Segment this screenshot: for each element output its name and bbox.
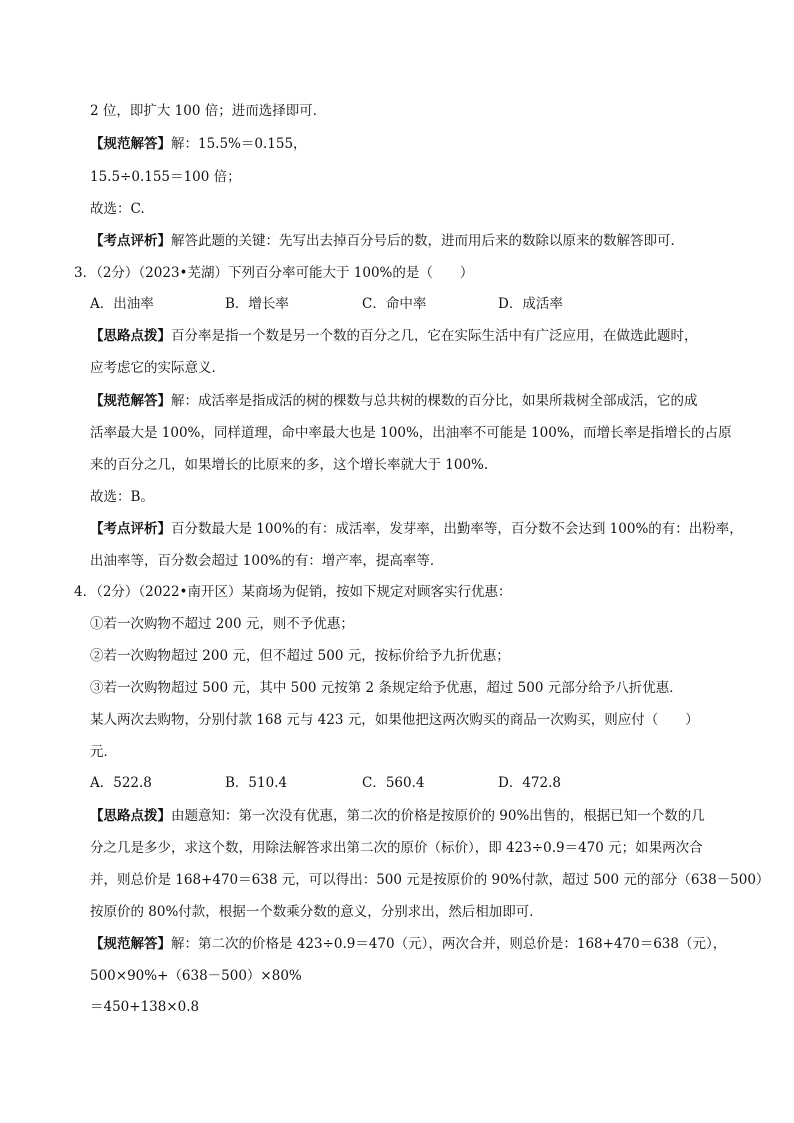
text-line: ＝450+138×0.8: [90, 999, 200, 1015]
section-tag: 【规范解答】: [90, 936, 171, 952]
text-line: 来的百分之几，如果增长的比原来的多，这个增长率就大于 100%.: [90, 457, 489, 473]
text-line: 【规范解答】解：第二次的价格是 423÷0.9＝470（元），两次合并，则总价是：168+470＝638（元），: [90, 936, 727, 952]
question-3-stem: 3．（2分）（2023•芜湖）下列百分率可能大于 100%的是（ ）: [74, 265, 474, 281]
option-a: A．出油率: [90, 296, 154, 312]
section-tag: 【思路点拨】: [90, 328, 171, 344]
text-line: 【思路点拨】百分率是指一个数是另一个数的百分之几，它在实际生活中有广泛应用，在做选此题时，: [90, 328, 698, 344]
text-line: ②若一次购物超过 200 元，但不超过 500 元，按标价给予九折优惠；: [90, 648, 510, 664]
section-tag: 【规范解答】: [90, 393, 171, 409]
text-line: 15.5÷0.155＝100 倍；: [90, 169, 241, 185]
section-tag: 【规范解答】: [90, 136, 171, 152]
text-line: 应考虑它的实际意义．: [90, 360, 225, 376]
text-line: 故选：B。: [90, 489, 154, 505]
text-line: ①若一次购物不超过 200 元，则不予优惠；: [90, 616, 354, 632]
text-line: 按原价的 80%付款，根据一个数乘分数的意义，分别求出，然后相加即可．: [90, 904, 543, 920]
text-line: ③若一次购物超过 500 元，其中 500 元按第 2 条规定给予优惠，超过 500 元部分给予八折优惠．: [90, 680, 683, 696]
text-line: 故选：C.: [90, 201, 145, 217]
option-c: C．560.4: [362, 775, 425, 791]
text-line: 500×90%+（638－500）×80%: [90, 968, 302, 984]
text-line: 2 位，即扩大 100 倍；进而选择即可．: [90, 103, 327, 119]
option-b: B．增长率: [225, 296, 289, 312]
text-line: 【规范解答】解：成活率是指成活的树的棵数与总共树的棵数的百分比，如果所栽树全部成活，它的成: [90, 393, 698, 409]
option-d: D．472.8: [498, 775, 561, 791]
text-line: 出油率等，百分数会超过 100%的有：增产率，提高率等．: [90, 553, 444, 569]
section-tag: 【思路点拨】: [90, 808, 171, 824]
text-line: 分之几是多少，求这个数，用除法解答求出第二次的原价（标价），即 423÷0.9＝470 元；如果两次合: [90, 840, 703, 856]
option-d: D．成活率: [498, 296, 563, 312]
text-line: 活率最大是 100%，同样道理，命中率最大也是 100%，出油率不可能是 100%，而增长率是指增长的占原: [90, 425, 732, 441]
text-line: 某人两次去购物，分别付款 168 元与 423 元，如果他把这两次购买的商品一次购买，则应付（ ）: [90, 712, 699, 728]
section-tag: 【考点评析】: [90, 233, 171, 249]
question-4-stem: 4．（2分）（2022•南开区）某商场为促销，按如下规定对顾客实行优惠：: [74, 584, 512, 600]
text-line: 元．: [90, 744, 117, 760]
option-c: C．命中率: [362, 296, 427, 312]
text-line: 【规范解答】解：15.5%＝0.155，: [90, 136, 307, 152]
option-a: A．522.8: [90, 775, 152, 791]
text-line: 【考点评析】解答此题的关键：先写出去掉百分号后的数，进而用后来的数除以原来的数解答即可．: [90, 233, 684, 249]
option-b: B．510.4: [225, 775, 288, 791]
text-line: 并，则总价是 168+470＝638 元，可以得出：500 元是按原价的 90%付款，超过 500 元的部分（638－500）: [90, 872, 770, 888]
text-line: 【考点评析】百分数最大是 100%的有：成活率，发芽率，出勤率等，百分数不会达到 100%的有：出粉率，: [90, 521, 743, 537]
section-tag: 【考点评析】: [90, 521, 171, 537]
text-line: 【思路点拨】由题意知：第一次没有优惠，第二次的价格是按原价的 90%出售的，根据已知一个数的几: [90, 808, 705, 824]
